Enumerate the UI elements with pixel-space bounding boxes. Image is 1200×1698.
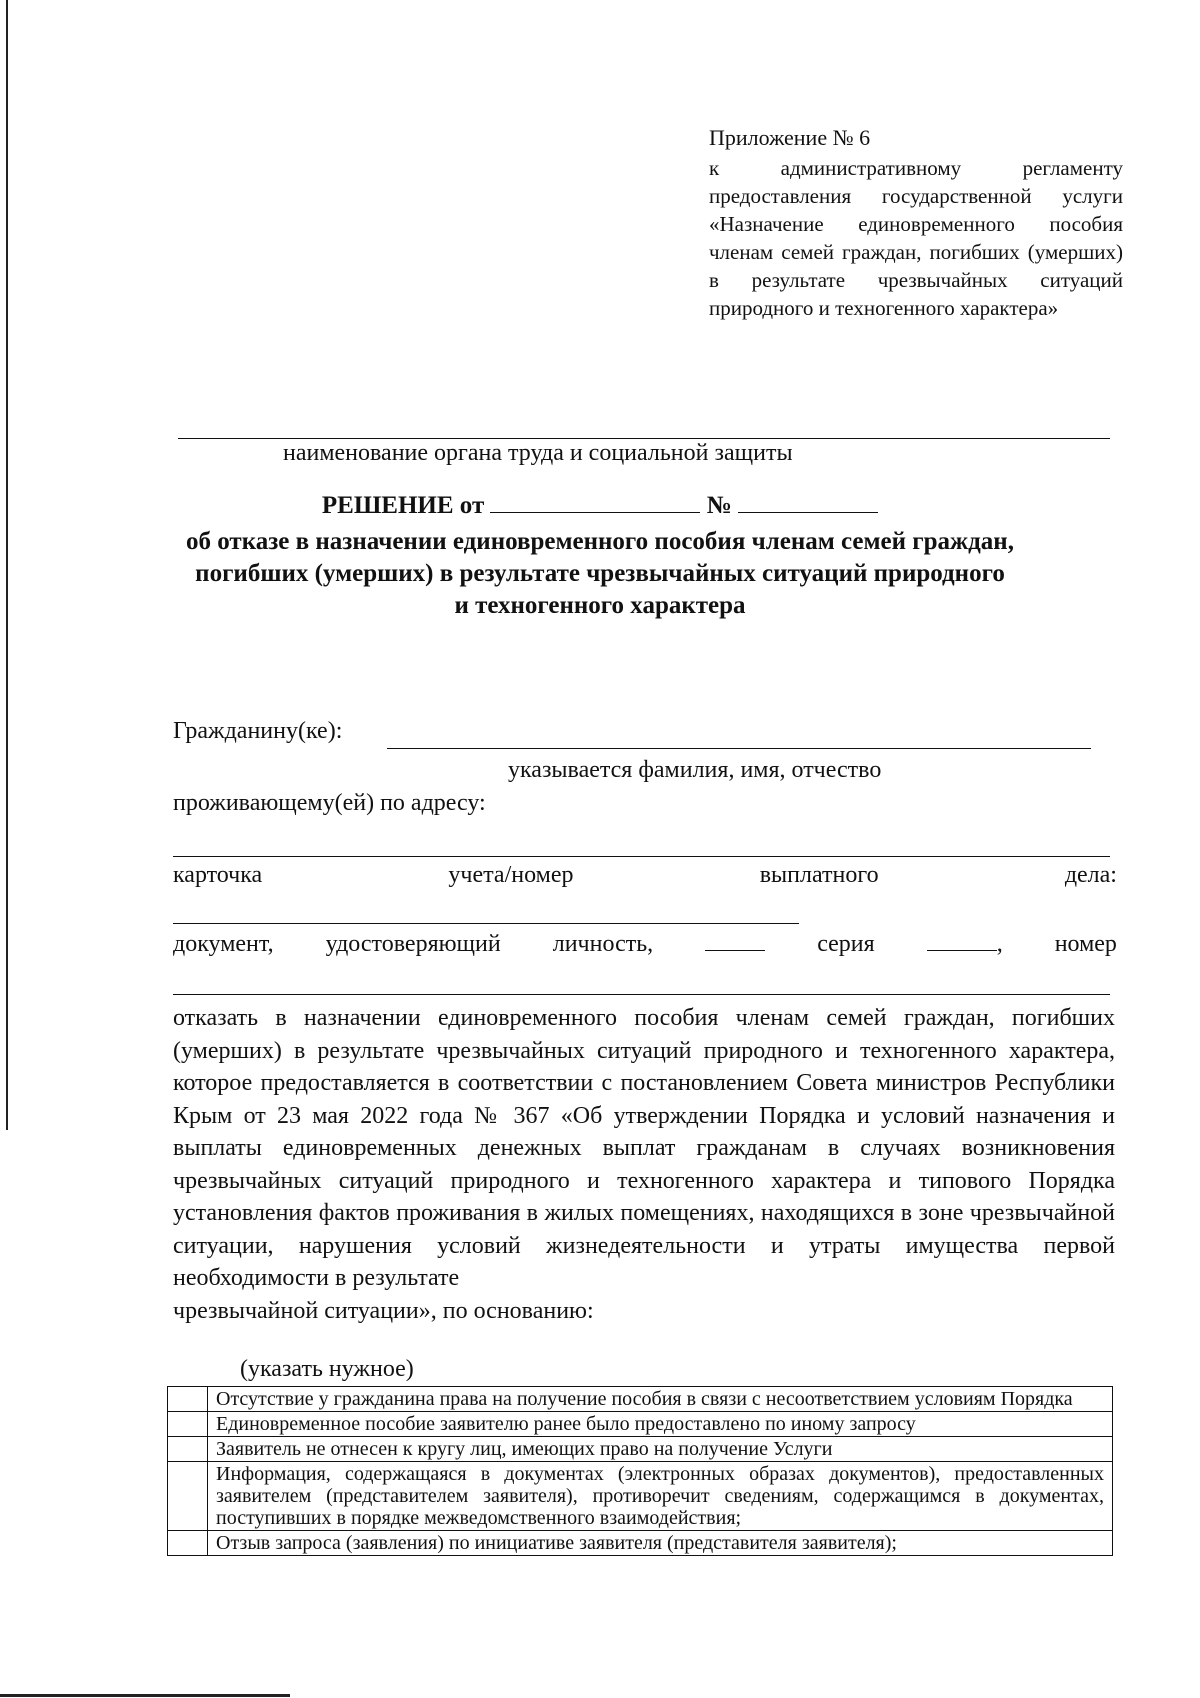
decision-heading <box>0 488 1200 520</box>
card-word: учета/номер <box>448 862 574 888</box>
document-number-field[interactable] <box>173 994 1110 995</box>
reasons-table <box>167 1386 1113 1556</box>
citizen-label: Гражданину(ке): <box>173 718 343 744</box>
table-row <box>168 1437 1113 1462</box>
table-row <box>168 1462 1113 1531</box>
doc-word: личность, <box>552 931 654 957</box>
doc-word: номер <box>1054 931 1117 957</box>
document-series-blank[interactable] <box>927 930 997 951</box>
refusal-text <box>173 1002 1115 1327</box>
scan-edge-bottom <box>0 1694 290 1697</box>
address-label: проживающему(ей) по адресу: <box>173 790 486 816</box>
table-row <box>168 1387 1113 1412</box>
fio-caption: указывается фамилия, имя, отчество <box>508 757 882 783</box>
table-row <box>168 1531 1113 1556</box>
reason-text: Единовременное пособие заявителю ранее было предоставлено по иному запросу <box>208 1412 1113 1437</box>
reason-text: Информация, содержащаяся в документах (электронных образах документов), предоставленных заявителем (представителем заявителя), противоречит сведениям, содержащимся в документах, поступивших в порядке межведомственного взаимодействия; <box>208 1462 1113 1531</box>
reason-checkbox[interactable] <box>168 1462 208 1531</box>
reason-text: Отзыв запроса (заявления) по инициативе заявителя (представителя заявителя); <box>208 1531 1113 1556</box>
appendix-block <box>709 124 1123 322</box>
reason-text: Заявитель не отнесен к кругу лиц, имеющих право на получение Услуги <box>208 1437 1113 1462</box>
decision-date-blank[interactable] <box>490 488 700 513</box>
reason-checkbox[interactable] <box>168 1412 208 1437</box>
card-word: карточка <box>173 862 263 888</box>
decision-number-blank[interactable] <box>738 488 878 513</box>
doc-word: , <box>996 931 1003 957</box>
reason-checkbox[interactable] <box>168 1387 208 1412</box>
subject-line-1: об отказе в назначении единовременного пособия членам семей граждан, <box>186 528 1014 555</box>
decision-subject <box>0 526 1200 622</box>
citizen-name-field[interactable] <box>387 748 1091 749</box>
refusal-paragraph: отказать в назначении единовременного пособия членам семей граждан, погибших (умерших) в результате чрезвычайных ситуаций природного и техногенного характера, которое предоставляется в соответствии с постановлением Совета министров Республики Крым от 23 мая 2022 года № 367 «Об утверждении Порядка и условий назначения и выплаты единовременных денежных выплат гражданам в случаях возникновения чрезвычайных ситуаций природного и техногенного характера и типового Порядка установления фактов проживания в жилых помещениях, находящихся в зоне чрезвычайной ситуации, нарушения условий жизнедеятельности и утраты имущества первой необходимости в результате <box>173 1005 1115 1291</box>
org-name-caption: наименование органа труда и социальной защиты <box>283 440 793 466</box>
doc-word: документ, <box>173 931 274 957</box>
card-word: выплатного <box>759 862 879 888</box>
choose-caption: (указать нужное) <box>240 1356 414 1382</box>
card-number-field[interactable] <box>173 923 799 924</box>
decision-number-sign: № <box>706 492 732 519</box>
address-field[interactable] <box>173 856 1110 857</box>
appendix-body: к административному регламенту предоставления государственной услуги «Назначение единовременного пособия членам семей граждан, погибших (умерших) в результате чрезвычайных ситуаций природного и техногенного характера» <box>709 156 1123 320</box>
card-word: дела: <box>1064 862 1117 888</box>
identity-document-row <box>173 930 1117 958</box>
doc-word: серия <box>817 931 875 957</box>
document-type-blank[interactable] <box>705 930 765 951</box>
doc-word: удостоверяющий <box>325 931 501 957</box>
appendix-title: Приложение № 6 <box>709 125 871 150</box>
table-row <box>168 1412 1113 1437</box>
subject-line-3: и техногенного характера <box>454 592 746 619</box>
reason-checkbox[interactable] <box>168 1531 208 1556</box>
decision-word: РЕШЕНИЕ от <box>321 492 485 519</box>
subject-line-2: погибших (умерших) в результате чрезвычайных ситуаций природного <box>195 560 1005 587</box>
reason-checkbox[interactable] <box>168 1437 208 1462</box>
reason-text: Отсутствие у гражданина права на получение пособия в связи с несоответствием условиям Порядка <box>208 1387 1113 1412</box>
card-number-row <box>173 862 1117 889</box>
org-name-line <box>178 438 1110 439</box>
refusal-paragraph-end: чрезвычайной ситуации», по основанию: <box>173 1297 594 1324</box>
